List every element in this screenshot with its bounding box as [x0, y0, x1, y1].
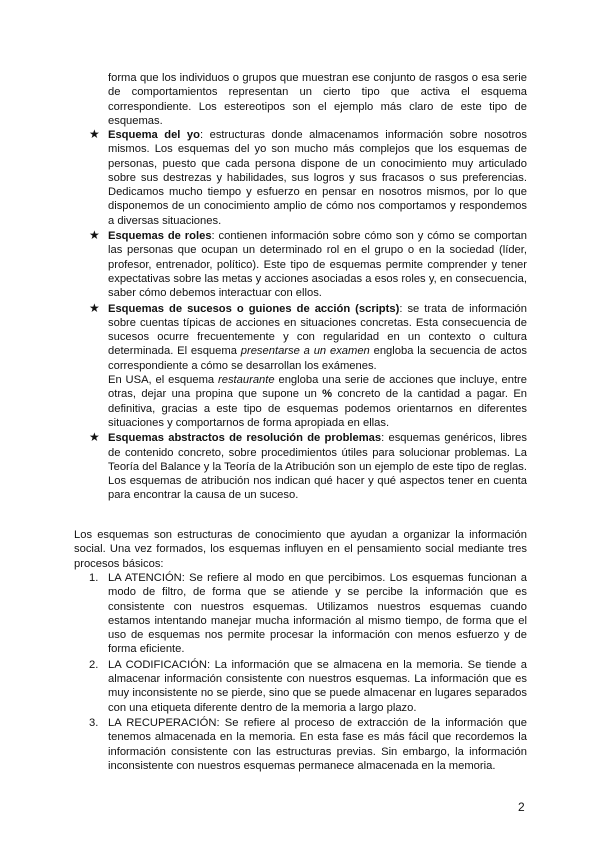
list-item — [89, 716, 527, 773]
list-item — [89, 571, 527, 657]
example-italic: restaurante — [218, 374, 275, 387]
continuation-paragraph: forma que los individuos o grupos que muestran ese conjunto de rasgos o esa serie de comportamientos representan un cierto tipo que activa el esquema correspondiente. Los estereotipos son el ejemplo más claro de este tipo de esquemas. — [108, 72, 527, 127]
term-description: : contienen información sobre cómo son y cómo se comportan las personas que ocupan un determinado rol en el grupo o en la sociedad (líder, profesor, entrenador, político). Este tipo de esquemas permite comprender y tener expectativas sobre las metas y acciones asociadas a esos roles y, en consecuencia, saber cómo debemos interactuar con ellos. — [108, 230, 527, 300]
term-label: Esquemas abstractos de resolución de problemas — [108, 432, 382, 445]
step-number: 1. — [89, 572, 99, 584]
term-description: : se trata de información sobre cuentas típicas de acciones en situaciones concretas. Esta consecuencia de sucesos ocurre frecuentemente y con regularidad en un contexto o cultura determinada. El esquema — [108, 302, 528, 358]
term-description: : estructuras donde almacenamos información sobre nosotros mismos. Los esquemas del yo son mucho más complejos que los esquemas de personas, puesto que cada persona dispone de un conocimiento muy articulado sobre sus destrezas y habilidades, sus logros y sus fracasos o sus preferencias. Dedicamos mucho tiempo y esfuerzo en pensar en nosotros mismos, por lo que disponemos de un conocimiento amplio de cómo nos comportamos y respondemos a diversas situaciones. — [108, 129, 527, 227]
process-list — [89, 571, 527, 774]
list-item — [89, 127, 527, 228]
star-bullet-icon: ★ — [89, 430, 100, 445]
list-item — [89, 228, 527, 300]
star-bullet-icon: ★ — [89, 300, 100, 315]
term-description: : esquemas genéricos, libres de contenido concreto, sobre procedimientos útiles para solucionar problemas. La Teoría del Balance y la Teoría de la Atribución son un ejemplo de este tipo de reglas. Los esquemas de atribución nos indican qué hacer y qué aspectos tener en cuenta para encontrar la causa de un suceso. — [108, 432, 527, 502]
list-item — [89, 658, 527, 715]
example-italic: presentarse a un examen — [240, 345, 370, 358]
step-text: LA ATENCIÓN: Se refiere al modo en que percibimos. Los esquemas funcionan a modo de filtro, de forma que se atiende y se percibe la información que es consistente con nuestros esquemas. Utilizamos nuestros esquemas cuando estamos intentando manejar mucha información al mismo tiempo, de forma que el uso de esquemas nos permite procesar la información con menos esfuerzo y de forma eficiente. — [108, 572, 527, 656]
term-label: Esquemas de roles — [108, 230, 212, 243]
list-item — [89, 300, 528, 431]
sub-text: concreto de la cantidad a pagar. En definitiva, gracias a este tipo de esquemas podemos orientarnos en diferentes situaciones y comportarnos de forma apropiada en ellas. — [108, 388, 527, 429]
sub-text: engloba una serie de acciones que incluye, entre otras, dejar una propina que supone un — [108, 374, 527, 401]
term-label: Esquema del yo — [108, 129, 200, 141]
term-description: engloba la secuencia de actos correspondiente a cómo se desarrollan los exámenes. — [108, 345, 527, 372]
page-number: 2 — [518, 800, 525, 814]
term-label: Esquemas de sucesos o guiones de acción (scripts) — [108, 302, 400, 315]
percent-symbol: % — [322, 388, 333, 401]
schema-type-list — [89, 127, 528, 504]
step-number: 3. — [89, 716, 99, 729]
step-text: LA RECUPERACIÓN: Se refiere al proceso de extracción de la información que tenemos almacenada en la memoria. En esta fase es más fácil que recordemos la información consistente con las estructuras previas. Sin embargo, la información inconsistente con nuestros esquemas permanece almacenada en la memoria. — [108, 716, 527, 772]
intro-paragraph: Los esquemas son estructuras de conocimiento que ayudan a organizar la información social. Una vez formados, los esquemas influyen en el pensamiento social mediante tres procesos básicos: — [74, 529, 527, 570]
step-number: 2. — [89, 658, 99, 671]
sub-text: En USA, el esquema — [108, 374, 219, 387]
star-bullet-icon: ★ — [89, 127, 100, 141]
step-text: LA CODIFICACIÓN: La información que se almacena en la memoria. Se tiende a almacenar información consistente con nuestros esquemas. La información que es muy inconsistente no se pierde, sino que se puede almacenar en lugares separados con una etiqueta diferente dentro de la memoria a largo plazo. — [108, 658, 527, 714]
sub-paragraph — [108, 373, 527, 430]
list-item — [89, 430, 527, 502]
star-bullet-icon: ★ — [89, 228, 100, 243]
